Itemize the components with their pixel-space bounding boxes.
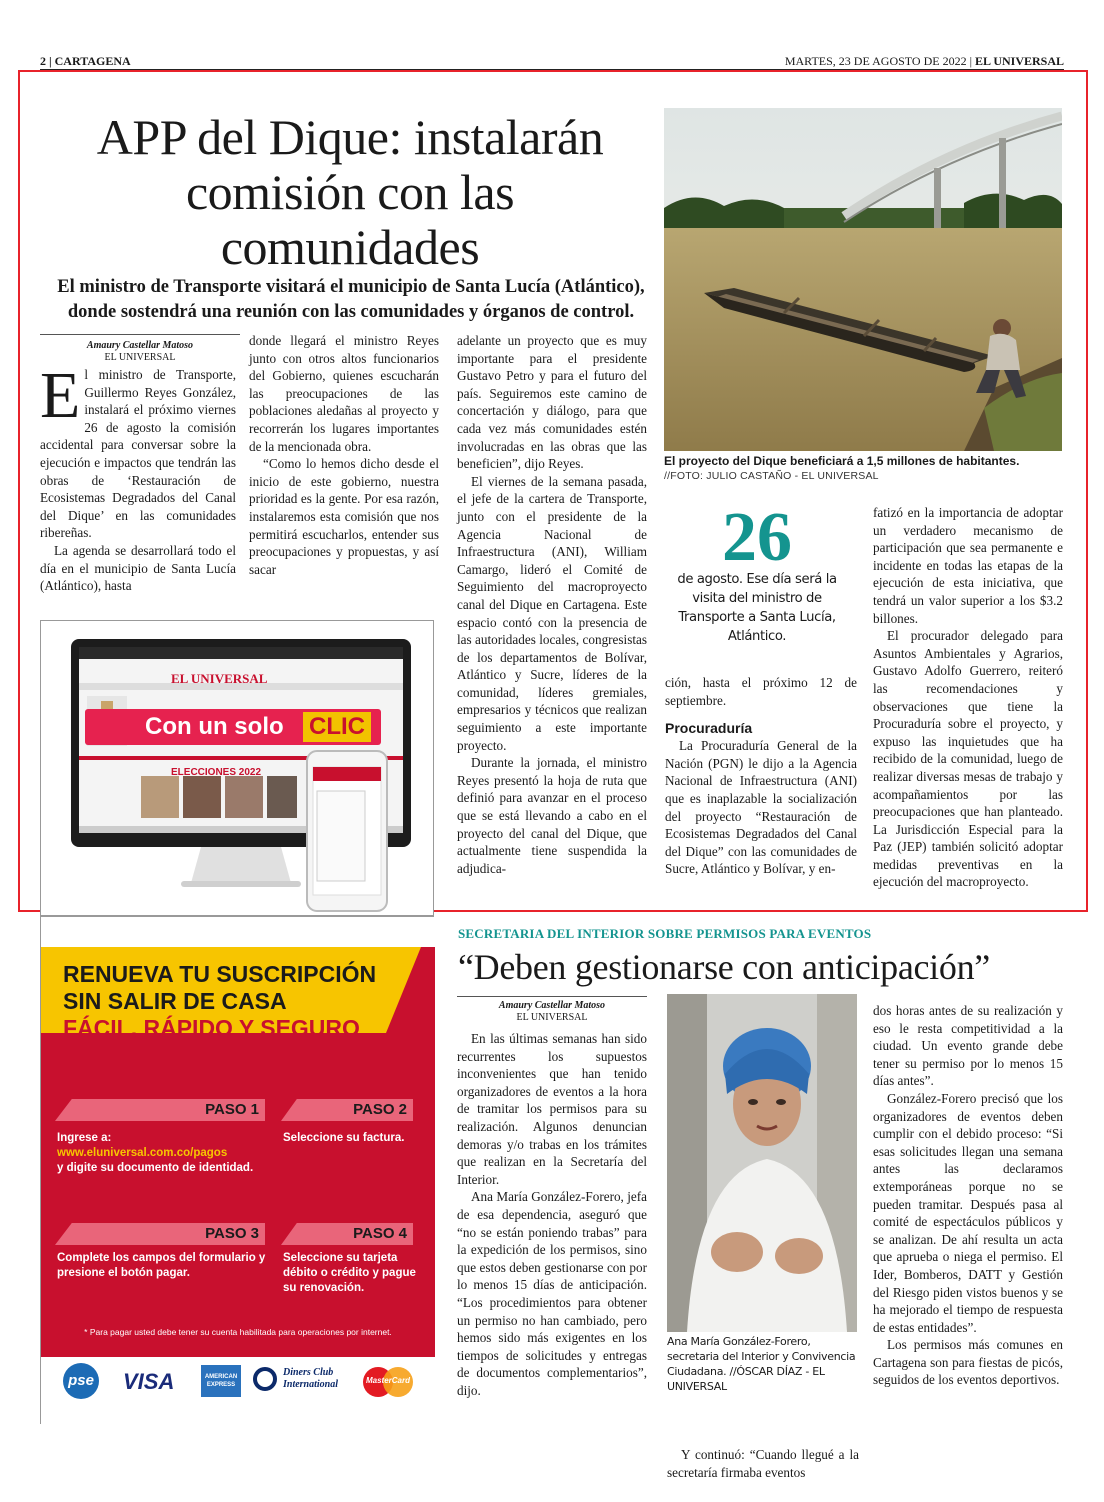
ad1-slogan: Con un solo bbox=[145, 713, 284, 740]
ad1-site-name: EL UNIVERSAL bbox=[171, 671, 268, 686]
ad1-elections-label: ELECCIONES 2022 bbox=[171, 767, 262, 778]
step4-label: PASO 4 bbox=[353, 1225, 407, 1242]
article1-column-5: fatizó en la importancia de adoptar un verdadero mecanismo de participación que sea permanente e incidente en todas las etapas de la ejecución de esta iniciativa, que tendrá un valor superior a los $3.2 billones. El procurador delegado para Asuntos Ambientales y Agrarios, Gustavo Adolfo Guerrero, reiteró las recomendaciones y observaciones que tiene la Procuraduría sobre el proyecto, y expuso las inquietudes que ha recibido de la comunidad, luego de realizar diversas mesas de trabajo y acompañamientos por las preocupaciones que han planteado. La Jurisdicción Especial para la Paz (JEP) también solicitó adoptar medidas preventivas en la ejecución del macroproyecto. bbox=[873, 505, 1063, 890]
highlight-number: 26 bbox=[722, 499, 792, 576]
ad2-title: RENUEVA TU SUSCRIPCIÓN SIN SALIR DE CASA FÁCIL, RÁPIDO Y SEGURO bbox=[63, 961, 377, 1041]
highlight-number-text: de agosto. Ese día será la visita del ministro de Transporte a Santa Lucía, Atlántico. bbox=[677, 572, 837, 644]
visa-logo: VISA bbox=[123, 1369, 175, 1394]
drop-cap: E bbox=[40, 359, 81, 432]
gonzalez-forero-photo bbox=[667, 994, 857, 1332]
diners-logo: Diners Club International bbox=[253, 1367, 353, 1391]
page-date: MARTES, 23 DE AGOSTO DE 2022 | EL UNIVERSAL bbox=[784, 54, 1064, 68]
article1-column-4: ción, hasta el próximo 12 de septiembre. Procuraduría La Procuraduría General de la Nación (PGN) le dijo a la Agencia Nacional de Infraestructura (ANI) que es inaplazable la socialización del proyecto “Restauración de Ecosistemas Degradados del Canal del Dique” con las comunidades de Sucre, Atlántico y Bolívar, y en- bbox=[665, 675, 857, 877]
pse-logo: pse bbox=[63, 1363, 99, 1399]
procuraduria-subhead: Procuraduría bbox=[665, 720, 753, 737]
paper-name: EL UNIVERSAL bbox=[974, 54, 1064, 68]
step3-label: PASO 3 bbox=[205, 1225, 259, 1242]
step3-text: Complete los campos del formulario y presione el botón pagar. bbox=[57, 1252, 266, 1279]
article2-byline: Amaury Castellar Matoso EL UNIVERSAL bbox=[498, 1000, 606, 1023]
byline2-rule bbox=[457, 996, 647, 997]
amex-logo: AMERICAN EXPRESS bbox=[201, 1365, 241, 1397]
step2-label: PASO 2 bbox=[353, 1101, 407, 1118]
article2-column-1: En las últimas semanas han sido recurrentes los supuestos inconvenientes que han tenido organizadores de eventos a la hora de tramitar los permisos para su realización. Algunos denuncian demoras y/o trabas en los trámites que realizan en la Secretaría del Interior. Ana María González-Forero, jefa de esa dependencia, aseguró que “no se están poniendo trabas” para la expedición de los permisos, sino que estos deben gestionarse con por lo menos 15 días de anticipación. “Los procedimientos para obtener un permiso no han cambiado, pero hemos sido más exigentes en los tiempos de solicitudes y entregas de documentos complementarios”, dijo. bbox=[457, 1031, 647, 1398]
article2-headline[interactable]: “Deben gestionarse con anticipación” bbox=[458, 947, 990, 987]
canal-dique-photo bbox=[664, 108, 1062, 451]
pagos-link[interactable]: www.eluniversal.com.co/pagos bbox=[57, 1147, 228, 1159]
article1-headline[interactable]: APP del Dique: instalarán comisión con las comunidades bbox=[96, 109, 604, 275]
canal-photo-credit: //FOTO: JULIO CASTAÑO - EL UNIVERSAL bbox=[664, 470, 879, 482]
ad2-note: * Para pagar usted debe tener su cuenta habilitada para operaciones por internet. bbox=[84, 1327, 392, 1337]
article1-column-1: El ministro de Transporte, Guillermo Reyes González, instalará el próximo viernes 26 de agosto la comisión accidental para conversar sobre la ejecución e impactos que tendrán las obras de ‘Restauración de Ecosistemas Degradados del Canal del Dique’ en las comunidades ribereñas. La agenda se desarrollará todo el día en el municipio de Santa Lucía (Atlántico), hasta bbox=[40, 359, 236, 594]
article2-kicker: SECRETARIA DEL INTERIOR SOBRE PERMISOS PARA EVENTOS bbox=[458, 926, 872, 941]
step1-text: Ingrese a: www.eluniversal.com.co/pagos y digite su documento de identidad. bbox=[57, 1131, 267, 1176]
page-header bbox=[40, 52, 1064, 70]
step1-label: PASO 1 bbox=[205, 1101, 259, 1118]
ad1-clic-button[interactable]: CLIC bbox=[303, 712, 371, 742]
article2-column-3: dos horas antes de su realización y eso le resta competitividad a la ciudad. Un evento grande debe tener su permiso por lo menos 15 días antes”. González-Forero precisó que los organizadores de eventos deben cumplir con el debido proceso: “Si esas solicitudes llegan una semana antes las declaramos extemporáneas porque no se pueden tramitar. Después pasa al comité de espectáculos públicos y se analizan. De ahí resulta un acta que aprueba o niega el permiso. El Ider, Bomberos, DATT y Gestión del Riesgo piden vistos buenos y se ha mejorado el tiempo de respuesta de estas entidades”. Los permisos más comunes en Cartagena son para fiestas de picós, seguidos de los eventos deportivos. bbox=[873, 1003, 1063, 1388]
article1-deck: El ministro de Transporte visitará el municipio de Santa Lucía (Atlántico), donde sostendrá una reunión con las comunidades y órganos de control. bbox=[57, 277, 645, 322]
page-section: 2 | CARTAGENA bbox=[40, 54, 131, 68]
article1-byline: Amaury Castellar Matoso EL UNIVERSAL bbox=[86, 340, 194, 363]
step4-text: Seleccione su tarjeta débito o crédito y pague su renovación. bbox=[283, 1252, 416, 1294]
subscription-renewal-ad[interactable] bbox=[40, 916, 434, 1424]
article1-column-3: adelante un proyecto que es muy importante para el presidente Gustavo Petro y para el futuro del país. Seguiremos este camino de concertación y diálogo, para que cada vez más comunidades estén involucradas en las obras que las beneficien”, dijo Reyes. El viernes de la semana pasada, el jefe de la cartera de Transporte, junto con el presidente de la Agencia Nacional de Infraestructura (ANI), William Camargo, lideró el Comité de Seguimiento del macroproyecto canal del Dique en Cartagena. Este espacio contó con la presencia de las autoridades locales, congresistas de los departamentos de Bolívar, Atlántico y Sucre, líderes de la comunidad, líderes gremiales, empresarios y técnicos que realizan seguimiento a este importante proyecto. Durante la jornada, el ministro Reyes presentó la hoja de ruta que definió para avanzar en el proceso que se está llevando a cabo en el proyecto del canal del Dique, que actualmente tiene suspendida la adjudica- bbox=[457, 333, 647, 876]
article1-column-2: donde llegará el ministro Reyes junto con otros altos funcionarios del Gobierno, quienes escucharán las preocupaciones de las poblaciones aledañas al proyecto y recorrerán los lugares importantes de la mencionada obra. “Como lo hemos dicho desde el inicio de este gobierno, nuestra prioridad es la gente. Por esa razón, instalaremos esta comisión que nos permitirá escucharlos, entender sus preocupaciones y propuestas, y así sacar bbox=[249, 333, 439, 577]
step2-text: Seleccione su factura. bbox=[283, 1132, 405, 1144]
eluniversal-clic-ad[interactable] bbox=[40, 620, 434, 916]
byline-rule bbox=[40, 334, 240, 335]
diners-icon bbox=[253, 1367, 277, 1391]
article2-column-2: Y continuó: “Cuando llegué a la secretaría firmaba eventos bbox=[667, 1447, 859, 1480]
canal-photo-caption: El proyecto del Dique beneficiará a 1,5 millones de habitantes. //FOTO: JULIO CASTAÑO - EL UNIVERSAL bbox=[664, 454, 1064, 484]
mastercard-logo: MasterCard bbox=[363, 1367, 413, 1397]
gonzalez-forero-caption: Ana María González-Forero, secretaria del Interior y Convivencia Ciudadana. //ÓSCAR DÍAZ - EL UNIVERSAL bbox=[667, 1335, 856, 1393]
